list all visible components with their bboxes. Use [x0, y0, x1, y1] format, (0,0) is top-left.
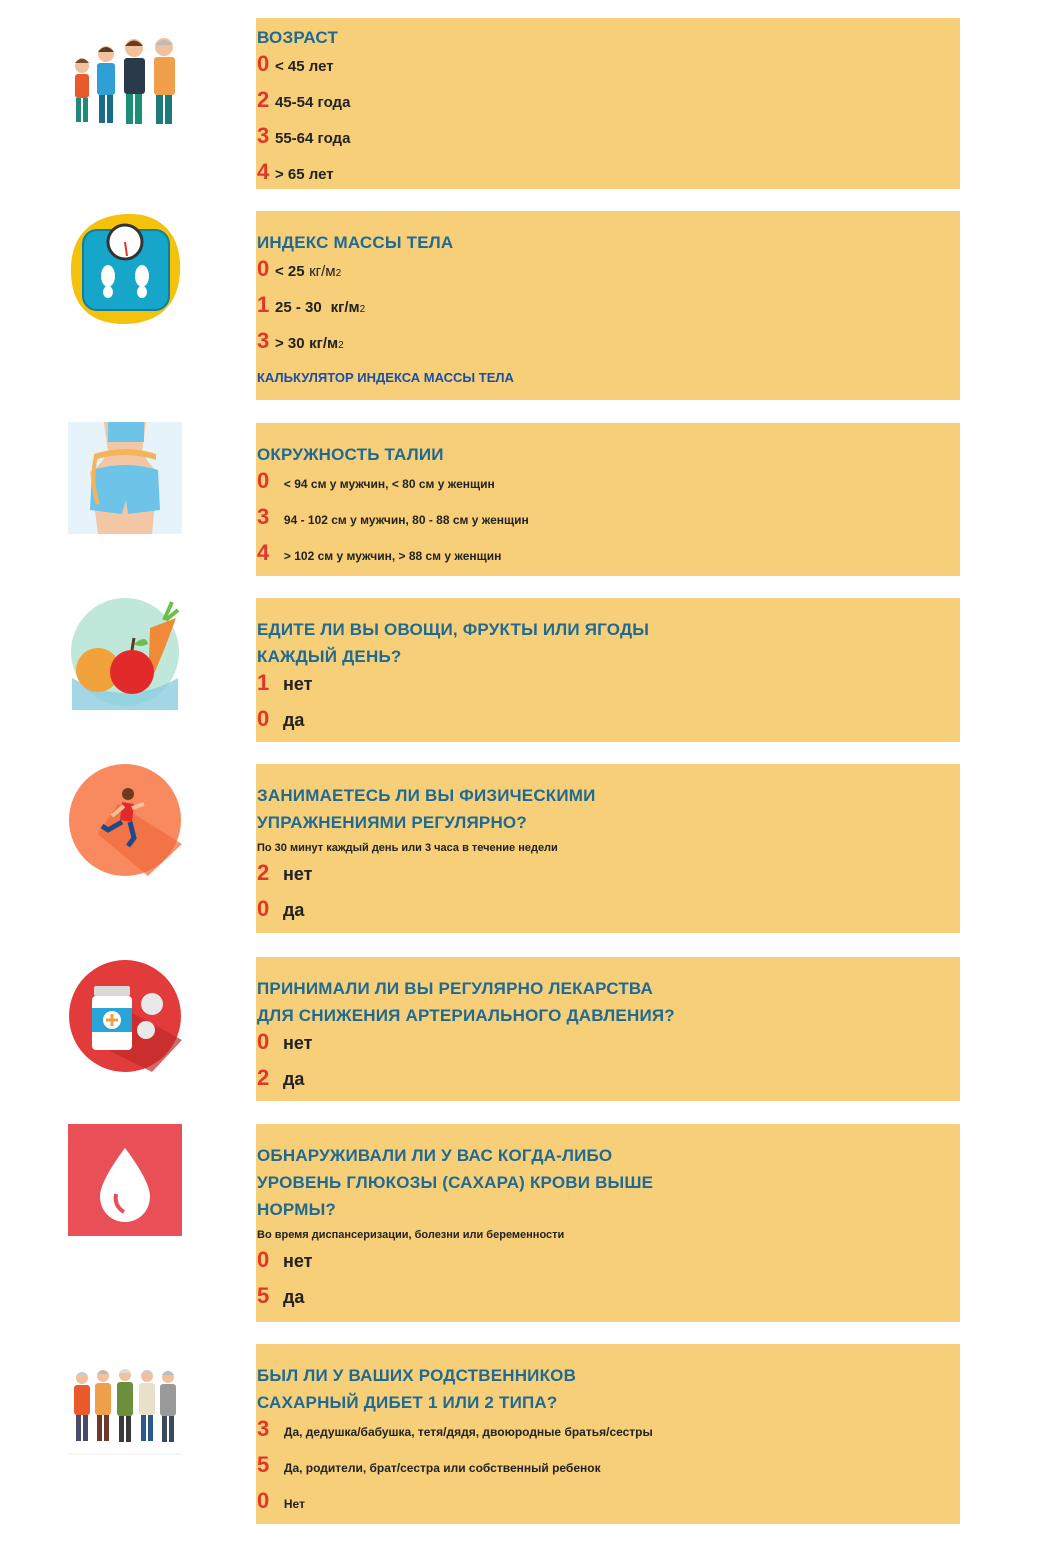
- option-score: 2: [257, 860, 270, 885]
- option-label: 55-64 года: [275, 130, 351, 147]
- option-row[interactable]: [257, 1416, 960, 1452]
- glucose-title-line3: НОРМЫ?: [257, 1200, 337, 1219]
- fruits-card: [256, 598, 960, 742]
- fruits-title-line2: КАЖДЫЙ ДЕНЬ?: [257, 647, 402, 666]
- option-unit-sup: 2: [338, 340, 344, 351]
- option-label: 94 - 102 см у мужчин, 80 - 88 см у женщин: [283, 513, 529, 527]
- option-row[interactable]: [257, 706, 960, 742]
- option-score: 0: [257, 1488, 270, 1513]
- glucose-title-line1: ОБНАРУЖИВАЛИ ЛИ У ВАС КОГДА-ЛИБО: [257, 1146, 613, 1165]
- option-row[interactable]: [257, 123, 960, 159]
- option-label: Нет: [283, 1497, 305, 1511]
- option-label: да: [283, 1069, 305, 1089]
- option-score: 4: [257, 540, 270, 565]
- option-row[interactable]: [257, 896, 960, 932]
- option-label: нет: [283, 1251, 313, 1271]
- option-row[interactable]: [257, 1488, 960, 1524]
- option-unit: кг/м: [309, 263, 336, 280]
- waist-title: ОКРУЖНОСТЬ ТАЛИИ: [257, 445, 444, 464]
- option-score: 5: [257, 1283, 270, 1308]
- option-label: > 30: [275, 335, 305, 352]
- option-row[interactable]: [257, 670, 960, 706]
- pressure-meds-title-line1: ПРИНИМАЛИ ЛИ ВЫ РЕГУЛЯРНО ЛЕКАРСТВА: [257, 979, 654, 998]
- scale-icon: [68, 212, 182, 326]
- pressure-meds-title-line2: ДЛЯ СНИЖЕНИЯ АРТЕРИАЛЬНОГО ДАВЛЕНИЯ?: [257, 1006, 675, 1025]
- option-score: 5: [257, 1452, 270, 1477]
- exercise-title-line1: ЗАНИМАЕТЕСЬ ЛИ ВЫ ФИЗИЧЕСКИМИ: [257, 786, 596, 805]
- waist-icon: [68, 422, 182, 534]
- option-row[interactable]: [257, 468, 960, 504]
- option-row[interactable]: [257, 860, 960, 896]
- option-unit: кг/м: [309, 335, 339, 352]
- option-unit-sup: 2: [335, 268, 342, 279]
- option-row[interactable]: [257, 51, 960, 87]
- option-unit: кг/м: [330, 299, 360, 316]
- option-row[interactable]: [257, 1283, 960, 1319]
- age-card: [256, 18, 960, 189]
- option-label: да: [283, 1287, 305, 1307]
- option-row[interactable]: [257, 292, 960, 328]
- option-score: 3: [257, 504, 270, 529]
- age-title: ВОЗРАСТ: [257, 28, 339, 47]
- option-score: 3: [257, 1416, 270, 1441]
- family-age-icon: [68, 30, 182, 144]
- option-score: 0: [257, 896, 270, 921]
- option-score: 2: [257, 87, 270, 112]
- bmi-card: [256, 211, 960, 400]
- option-row[interactable]: [257, 87, 960, 123]
- option-score: 0: [257, 51, 270, 76]
- waist-card: [256, 423, 960, 576]
- option-row[interactable]: [257, 504, 960, 540]
- option-row[interactable]: [257, 1065, 960, 1101]
- exercise-note: По 30 минут каждый день или 3 часа в течение недели: [257, 842, 558, 854]
- relatives-title-line1: БЫЛ ЛИ У ВАШИХ РОДСТВЕННИКОВ: [257, 1366, 577, 1385]
- bmi-title: ИНДЕКС МАССЫ ТЕЛА: [257, 233, 454, 252]
- option-label: Да, дедушка/бабушка, тетя/дядя, двоюродные братья/сестры: [283, 1425, 653, 1439]
- exercise-card: [256, 764, 960, 933]
- option-row[interactable]: [257, 540, 960, 576]
- pills-icon: [68, 960, 182, 1072]
- glucose-card: [256, 1124, 960, 1322]
- option-label: да: [283, 710, 305, 730]
- fruits-title-line1: ЕДИТЕ ЛИ ВЫ ОВОЩИ, ФРУКТЫ ИЛИ ЯГОДЫ: [257, 620, 650, 639]
- option-score: 3: [257, 123, 270, 148]
- relatives-title-line2: САХАРНЫЙ ДИБЕТ 1 ИЛИ 2 ТИПА?: [257, 1393, 558, 1412]
- option-row[interactable]: [257, 328, 960, 364]
- option-score: 2: [257, 1065, 270, 1090]
- blood-drop-icon: [68, 1124, 182, 1236]
- relatives-icon: [68, 1360, 182, 1456]
- option-label: 25 - 30: [275, 299, 322, 316]
- option-label: > 102 см у мужчин, > 88 см у женщин: [283, 549, 502, 563]
- option-score: 1: [257, 670, 270, 695]
- option-score: 0: [257, 256, 270, 281]
- option-score: 0: [257, 1247, 270, 1272]
- option-score: 0: [257, 706, 270, 731]
- option-label: нет: [283, 674, 313, 694]
- glucose-note: Во время диспансеризации, болезни или беременности: [257, 1229, 565, 1241]
- option-label: Да, родители, брат/сестра или собственный ребенок: [283, 1461, 601, 1475]
- option-label: нет: [283, 1033, 313, 1053]
- option-label: 45-54 года: [275, 94, 351, 111]
- exercise-title-line2: УПРАЖНЕНИЯМИ РЕГУЛЯРНО?: [257, 813, 527, 832]
- option-label: > 65 лет: [275, 166, 334, 183]
- relatives-card: [256, 1344, 960, 1524]
- option-unit-sup: 2: [359, 304, 366, 315]
- option-label: < 25: [275, 263, 305, 280]
- option-row[interactable]: [257, 1247, 960, 1283]
- option-label: да: [283, 900, 305, 920]
- option-score: 3: [257, 328, 270, 353]
- glucose-title-line2: УРОВЕНЬ ГЛЮКОЗЫ (САХАРА) КРОВИ ВЫШЕ: [257, 1173, 654, 1192]
- option-row[interactable]: [257, 1452, 960, 1488]
- option-row[interactable]: [257, 159, 960, 195]
- option-label: < 45 лет: [275, 58, 334, 75]
- option-score: 0: [257, 1029, 270, 1054]
- option-label: < 94 см у мужчин, < 80 см у женщин: [283, 477, 495, 491]
- option-score: 0: [257, 468, 270, 493]
- fruits-icon: [68, 598, 182, 710]
- option-label: нет: [283, 864, 313, 884]
- bmi-calculator-link[interactable]: КАЛЬКУЛЯТОР ИНДЕКСА МАССЫ ТЕЛА: [257, 370, 514, 385]
- option-score: 4: [257, 159, 270, 184]
- option-score: 1: [257, 292, 270, 317]
- option-row[interactable]: [257, 1029, 960, 1065]
- option-row[interactable]: [257, 256, 960, 292]
- pressure-meds-card: [256, 957, 960, 1101]
- runner-icon: [68, 764, 182, 876]
